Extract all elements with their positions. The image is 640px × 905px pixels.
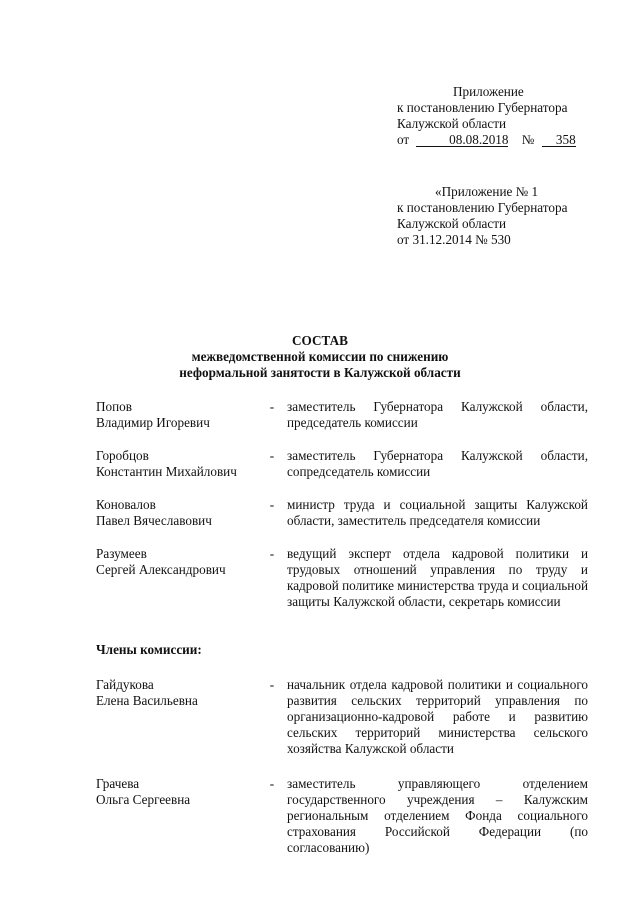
reference-label: «Приложение № 1 — [435, 184, 539, 199]
given-names: Елена Васильевна — [96, 693, 198, 708]
decree-date: 08.08.2018 — [416, 133, 508, 147]
title-heading: СОСТАВ — [292, 333, 348, 348]
date-prefix: от — [397, 132, 410, 147]
appendix-decree-ref: к постановлению Губернатора — [397, 100, 568, 115]
person-role: заместитель Губернатора Калужской области, сопредседатель комиссии — [287, 448, 588, 479]
appendix-label: Приложение — [453, 84, 524, 99]
surname: Разумеев — [96, 546, 147, 561]
person-role: ведущий эксперт отдела кадровой политики и трудовых отношений управления по труду и кадровой политике министерства труда и социальной защиты Калужской области, секретарь комиссии — [287, 546, 588, 609]
reference-date: от 31.12.2014 № 530 — [397, 232, 511, 247]
commission-entry — [96, 546, 588, 609]
given-names: Павел Вячеславович — [96, 513, 212, 528]
person-name — [96, 497, 261, 529]
appendix-region: Калужской области — [397, 116, 507, 131]
commission-entry — [96, 448, 588, 479]
separator-dash: - — [269, 677, 275, 692]
reference-region: Калужской области — [397, 216, 507, 231]
decree-number: 358 — [542, 133, 576, 147]
separator-dash: - — [269, 399, 275, 414]
appendix-header — [397, 84, 617, 148]
members-heading: Члены комиссии: — [96, 642, 202, 657]
person-name — [96, 677, 261, 709]
separator-dash: - — [269, 448, 275, 463]
commission-entry — [96, 497, 588, 528]
separator-dash: - — [269, 776, 275, 791]
appendix-reference — [397, 184, 617, 248]
person-name — [96, 448, 261, 480]
person-role: заместитель управляющего отделением государственного учреждения – Калужским региональным отделением Фонда социального страхования Российской Федерации (по согласованию) — [287, 776, 588, 855]
document-title — [0, 333, 640, 381]
given-names: Сергей Александрович — [96, 562, 226, 577]
person-role: начальник отдела кадровой политики и социального развития сельских территорий управления по организационно-кадровой работе и развитию сельских территорий министерства сельского хозяйства Калужской области — [287, 677, 588, 756]
person-role: заместитель Губернатора Калужской области, председатель комиссии — [287, 399, 588, 430]
appendix-date-line — [397, 132, 617, 148]
given-names: Ольга Сергеевна — [96, 792, 191, 807]
title-subtitle-1: межведомственной комиссии по снижению — [191, 349, 449, 364]
person-name — [96, 399, 261, 431]
given-names: Константин Михайлович — [96, 464, 237, 479]
title-subtitle-2: неформальной занятости в Калужской области — [179, 365, 461, 380]
surname: Попов — [96, 399, 132, 414]
surname: Горобцов — [96, 448, 149, 463]
given-names: Владимир Игоревич — [96, 415, 210, 430]
surname: Коновалов — [96, 497, 156, 512]
commission-entry — [96, 677, 588, 756]
surname: Грачева — [96, 776, 140, 791]
separator-dash: - — [269, 497, 275, 512]
person-name — [96, 546, 261, 578]
surname: Гайдукова — [96, 677, 154, 692]
number-sign: № — [521, 132, 535, 147]
reference-decree: к постановлению Губернатора — [397, 200, 568, 215]
commission-entry — [96, 776, 588, 855]
separator-dash: - — [269, 546, 275, 561]
commission-entry — [96, 399, 588, 430]
person-role: министр труда и социальной защиты Калужской области, заместитель председателя комиссии — [287, 497, 588, 528]
person-name — [96, 776, 261, 808]
